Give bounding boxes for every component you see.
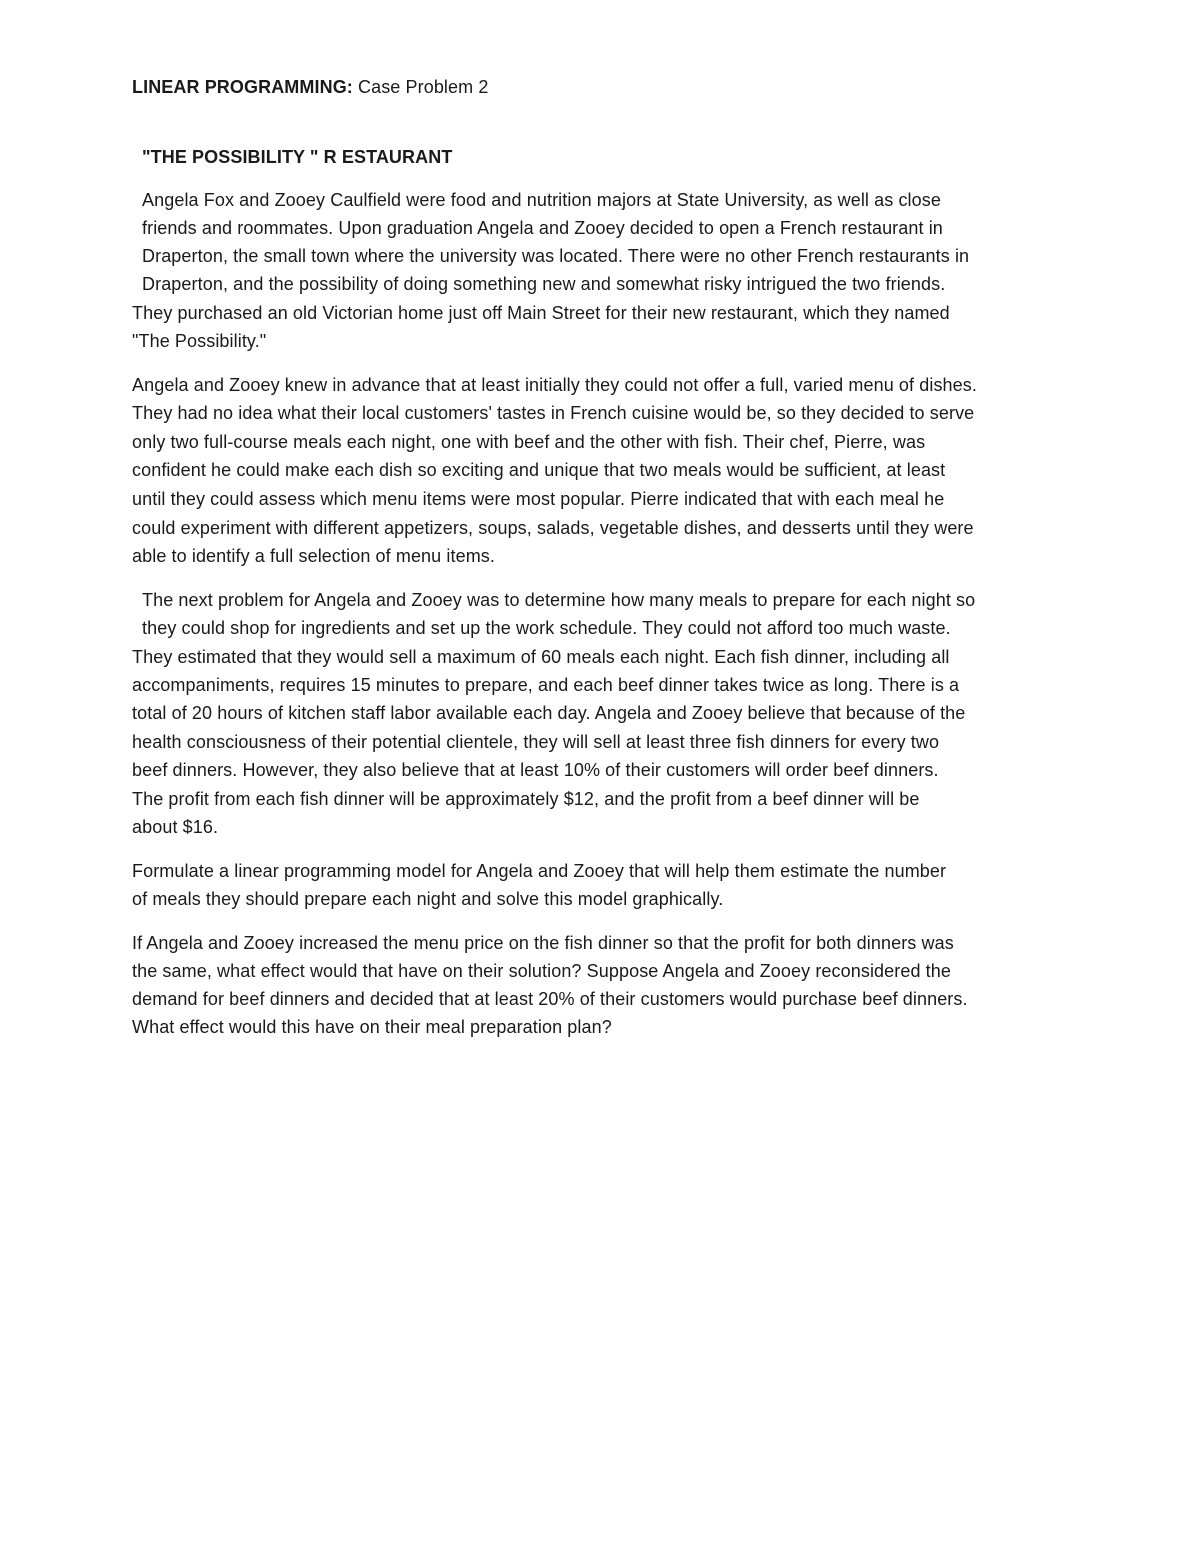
heading-bold: LINEAR PROGRAMMING: — [132, 77, 353, 97]
paragraph-line: until they could assess which menu items were most popular. Pierre indicated that with each meal he — [132, 489, 945, 509]
paragraph-line: The next problem for Angela and Zooey was to determine how many meals to prepare for each night so — [142, 590, 976, 610]
paragraph-line: able to identify a full selection of menu items. — [132, 546, 495, 566]
paragraph-line: friends and roommates. Upon graduation Angela and Zooey decided to open a French restaurant in — [142, 218, 943, 238]
paragraph-line: Draperton, the small town where the university was located. There were no other French restaurants in — [142, 246, 970, 266]
document-heading — [132, 73, 488, 101]
paragraph-line: beef dinners. However, they also believe that at least 10% of their customers will order beef dinners. — [132, 760, 939, 780]
heading-rest: Case Problem 2 — [352, 77, 489, 97]
paragraph-line: demand for beef dinners and decided that at least 20% of their customers would purchase beef dinners. — [132, 989, 968, 1009]
paragraph-line: The profit from each fish dinner will be approximately $12, and the profit from a beef dinner will be — [132, 789, 920, 809]
paragraph-line: only two full-course meals each night, one with beef and the other with fish. Their chef, Pierre, was — [132, 432, 926, 452]
paragraph-line: Draperton, and the possibility of doing something new and somewhat risky intrigued the two friends. — [142, 274, 946, 294]
paragraph-line: about $16. — [132, 817, 219, 837]
paragraph-line: Angela and Zooey knew in advance that at least initially they could not offer a full, varied menu of dishes. — [132, 375, 977, 395]
paragraph-line: could experiment with different appetizers, soups, salads, vegetable dishes, and desserts until they were — [132, 518, 974, 538]
paragraph-line: "The Possibility." — [132, 331, 267, 351]
paragraph-line: What effect would this have on their meal preparation plan? — [132, 1017, 612, 1037]
document-subtitle: "THE POSSIBILITY " R ESTAURANT — [142, 147, 453, 167]
paragraph-line: If Angela and Zooey increased the menu price on the fish dinner so that the profit for both dinners was — [132, 933, 954, 953]
paragraph-line: health consciousness of their potential clientele, they will sell at least three fish dinners for every two — [132, 732, 940, 752]
paragraph-line: of meals they should prepare each night and solve this model graphically. — [132, 889, 724, 909]
paragraph-line: the same, what effect would that have on their solution? Suppose Angela and Zooey reconsidered the — [132, 961, 952, 981]
paragraph-line: accompaniments, requires 15 minutes to prepare, and each beef dinner takes twice as long. There is a — [132, 675, 960, 695]
paragraph-line: Angela Fox and Zooey Caulfield were food and nutrition majors at State University, as well as close — [142, 190, 941, 210]
paragraph-line: Formulate a linear programming model for Angela and Zooey that will help them estimate the number — [132, 861, 947, 881]
paragraph-line: They estimated that they would sell a maximum of 60 meals each night. Each fish dinner, including all — [132, 647, 950, 667]
paragraph-line: total of 20 hours of kitchen staff labor available each day. Angela and Zooey believe that because of the — [132, 703, 966, 723]
paragraph-line: They had no idea what their local customers' tastes in French cuisine would be, so they decided to serve — [132, 403, 975, 423]
paragraph-line: confident he could make each dish so exciting and unique that two meals would be sufficient, at least — [132, 460, 946, 480]
paragraph-line: they could shop for ingredients and set up the work schedule. They could not afford too much waste. — [142, 618, 951, 638]
paragraph-line: They purchased an old Victorian home just off Main Street for their new restaurant, which they named — [132, 303, 950, 323]
